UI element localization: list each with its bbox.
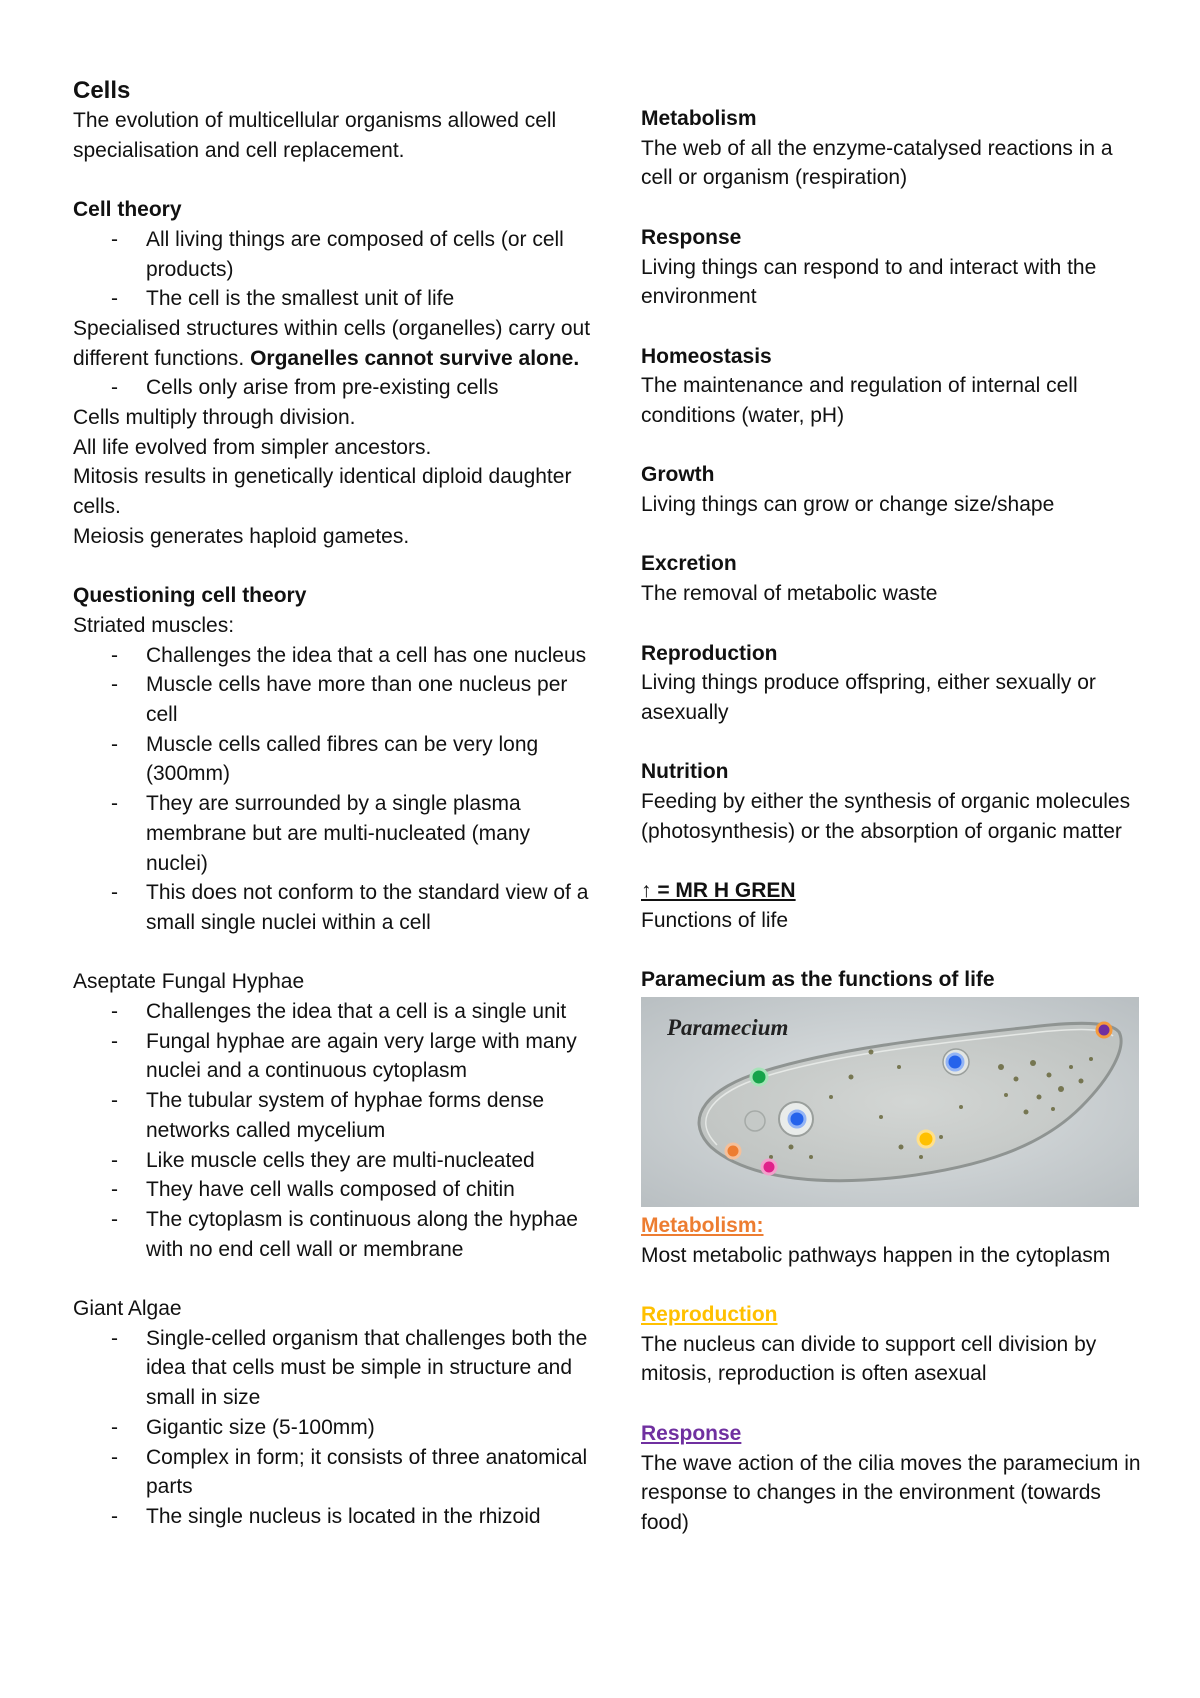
list-item: - Muscle cells have more than one nucleus per cell [73, 670, 593, 729]
right-column [641, 104, 1141, 1538]
detail-text: The nucleus can divide to support cell division by mitosis, reproduction is often asexual [641, 1332, 1097, 1386]
questioning-heading: Questioning cell theory [73, 584, 307, 608]
food-vacuole [745, 1111, 765, 1131]
list-item: - They are surrounded by a single plasma membrane but are multi-nucleated (many nuclei) [73, 789, 593, 878]
function-heading: Homeostasis [641, 344, 772, 368]
list-item: - Muscle cells called fibres can be very long (300mm) [73, 730, 593, 789]
function-text: The web of all the enzyme-catalysed reactions in a cell or organism (respiration) [641, 136, 1113, 190]
list-item: - Like muscle cells they are multi-nucleated [73, 1146, 593, 1176]
algae-list [73, 1324, 593, 1532]
cell-theory-list [73, 225, 593, 314]
marker-purple [1097, 1023, 1111, 1037]
cell-theory-list-2 [73, 373, 593, 403]
section-title-hyphae: Aseptate Fungal Hyphae [73, 970, 305, 994]
function-heading: Excretion [641, 552, 737, 576]
marker-blue [789, 1111, 805, 1127]
text-line: Mitosis results in genetically identical diploid daughter cells. [73, 465, 572, 519]
detail-heading-reproduction: Reproduction [641, 1303, 778, 1327]
muscles-list [73, 641, 593, 938]
paramecium-figure [641, 997, 1139, 1207]
function-text: Living things can respond to and interact with the environment [641, 255, 1097, 309]
mnemonic-text: Functions of life [641, 908, 789, 932]
function-heading: Growth [641, 463, 715, 487]
function-text: Feeding by either the synthesis of organic molecules (photosynthesis) or the absorption of organic matter [641, 790, 1131, 843]
organelles-paragraph: Specialised structures within cells (organelles) carry out different functions. Organelles cannot survive alone. [73, 316, 591, 370]
detail-heading-response: Response [641, 1421, 742, 1445]
list-item: - The tubular system of hyphae forms dense networks called mycelium [73, 1086, 593, 1145]
marker-blue-2 [947, 1054, 963, 1070]
list-item: - The cell is the smallest unit of life [73, 284, 593, 314]
marker-yellow [918, 1131, 934, 1147]
section-title-algae: Giant Algae [73, 1297, 182, 1321]
list-item: - Complex in form; it consists of three anatomical parts [73, 1443, 593, 1502]
marker-green [751, 1069, 767, 1085]
list-item: - Gigantic size (5-100mm) [73, 1413, 593, 1443]
marker-pink [762, 1160, 776, 1174]
list-item: - They have cell walls composed of chitin [73, 1175, 593, 1205]
hyphae-list [73, 997, 593, 1264]
function-text: Living things produce offspring, either sexually or asexually [641, 671, 1096, 724]
function-heading: Response [641, 225, 742, 249]
list-item: - Challenges the idea that a cell has one nucleus [73, 641, 593, 671]
marker-orange [726, 1144, 740, 1158]
list-item: - Fungal hyphae are again very large with many nuclei and a continuous cytoplasm [73, 1027, 593, 1086]
paramecium-heading: Paramecium as the functions of life [641, 968, 995, 992]
function-heading: Metabolism [641, 107, 757, 130]
cell-theory-heading: Cell theory [73, 198, 182, 222]
function-heading: Nutrition [641, 760, 729, 784]
detail-heading-metabolism: Metabolism: [641, 1213, 764, 1237]
left-column [73, 76, 593, 1532]
list-item: - Challenges the idea that a cell is a single unit [73, 997, 593, 1027]
list-item: - Cells only arise from pre-existing cells [73, 373, 593, 403]
function-heading: Reproduction [641, 641, 778, 665]
function-text: Living things can grow or change size/shape [641, 493, 1055, 517]
list-item: - The cytoplasm is continuous along the hyphae with no end cell wall or membrane [73, 1205, 593, 1264]
list-item: - Single-celled organism that challenges both the idea that cells must be simple in structure and small in size [73, 1324, 593, 1413]
figure-label: Paramecium [667, 1014, 789, 1040]
intro-text: The evolution of multicellular organisms allowed cell specialisation and cell replacement. [73, 109, 557, 162]
detail-text: Most metabolic pathways happen in the cytoplasm [641, 1243, 1111, 1267]
list-item: - The single nucleus is located in the rhizoid [73, 1502, 593, 1532]
function-text: The maintenance and regulation of internal cell conditions (water, pH) [641, 374, 1078, 427]
text-line: Meiosis generates haploid gametes. [73, 524, 410, 548]
page-title: Cells [73, 77, 131, 104]
list-item: - All living things are composed of cells (or cell products) [73, 225, 593, 284]
text-line: Cells multiply through division. [73, 406, 356, 430]
section-title-muscles: Striated muscles: [73, 613, 235, 637]
list-item: - This does not conform to the standard view of a small single nuclei within a cell [73, 878, 593, 937]
mnemonic-heading: ↑ = MR H GREN [641, 879, 796, 903]
function-text: The removal of metabolic waste [641, 582, 938, 606]
detail-text: The wave action of the cilia moves the paramecium in response to changes in the environment (towards food) [641, 1451, 1141, 1534]
organelles-emphasis: Organelles cannot survive alone. [250, 346, 580, 370]
text-line: All life evolved from simpler ancestors. [73, 435, 432, 459]
